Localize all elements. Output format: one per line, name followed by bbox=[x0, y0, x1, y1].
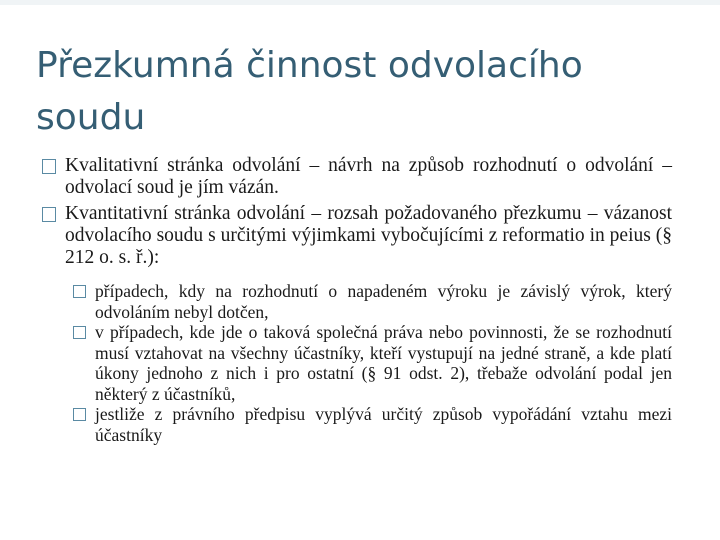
bullet-item bbox=[40, 155, 672, 199]
sub-bullet-list bbox=[40, 281, 672, 445]
slide-body bbox=[40, 155, 672, 445]
bullet-item bbox=[40, 203, 672, 269]
bullet-text: Kvalitativní stránka odvolání – návrh na způsob rozhodnutí o odvolání – odvolací soud je jím vázán. bbox=[65, 155, 672, 198]
square-bullet-icon bbox=[42, 207, 56, 222]
slide-top-border bbox=[0, 0, 720, 5]
square-bullet-icon bbox=[42, 159, 56, 174]
sub-bullet-text: jestliže z právního předpisu vyplývá určitý způsob vypořádání vztahu mezi účastníky bbox=[95, 404, 672, 445]
square-bullet-icon bbox=[73, 285, 86, 298]
sub-bullet-item bbox=[40, 404, 672, 445]
sub-bullet-item bbox=[40, 322, 672, 404]
sub-bullet-text: případech, kdy na rozhodnutí o napadeném výroku je závislý výrok, který odvoláním nebyl dotčen, bbox=[95, 281, 672, 322]
sub-bullet-text: v případech, kde jde o taková společná práva nebo povinnosti, že se rozhodnutí musí vztahovat na všechny účastníky, kteří vystupují na jedné straně, a kde platí úkony jednoho z nich i pro ostatní (§ 91 odst. 2), třebaže odvolání podal jen některý z účastníků, bbox=[95, 322, 672, 404]
slide-title: Přezkumná činnost odvolacího soudu bbox=[36, 45, 583, 138]
bullet-text: Kvantitativní stránka odvolání – rozsah požadovaného přezkumu – vázanost odvolacího soudu s určitými výjimkami vybočujícími z reformatio in peius (§ 212 o. s. ř.): bbox=[65, 203, 672, 268]
square-bullet-icon bbox=[73, 408, 86, 421]
square-bullet-icon bbox=[73, 326, 86, 339]
sub-bullet-item bbox=[40, 281, 672, 322]
